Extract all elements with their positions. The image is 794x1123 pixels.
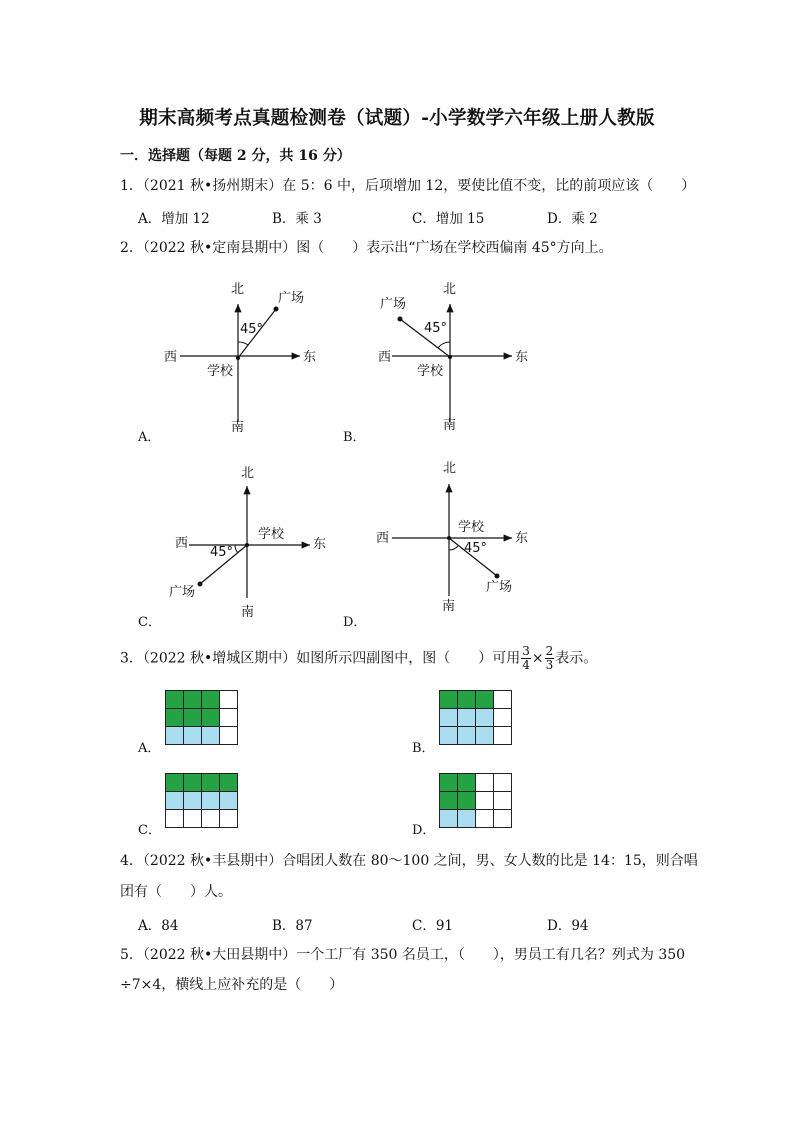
label-west: 西 (175, 536, 189, 551)
label-square: 广场 (486, 580, 513, 595)
label-north: 北 (443, 282, 457, 297)
q1-option-b: B．乘 3 (272, 211, 322, 227)
label-east: 东 (515, 350, 529, 365)
grid-cell (458, 774, 476, 792)
grid-cell (184, 810, 202, 828)
q3-option-d: D． (412, 823, 436, 838)
grid-cell (476, 792, 494, 810)
label-square: 广场 (169, 585, 196, 600)
label-square: 广场 (380, 297, 407, 312)
grid-cell (220, 727, 238, 745)
page-title: 期末高频考点真题检测卷（试题）-小学数学六年级上册人教版 (139, 108, 655, 129)
q1-option-d: D．乘 2 (547, 211, 598, 227)
grid-cell (440, 727, 458, 745)
label-east: 东 (303, 350, 317, 365)
q2-option-d: D． (343, 615, 367, 630)
compass-diagram-a (160, 276, 340, 436)
question-1: 1．（2021 秋•扬州期末）在 5：6 中，后项增加 12，要使比值不变，比的前项应该（ ） (120, 178, 696, 194)
school-point (447, 536, 451, 540)
grid-row (440, 792, 512, 810)
question-4-line-1: 4．（2022 秋•丰县期中）合唱团人数在 80～100 之间，男、女人数的比是 14：15，则合唱 (120, 853, 698, 869)
grid-cell (458, 709, 476, 727)
label-angle: 45° (210, 545, 234, 560)
q2-option-c: C． (138, 615, 161, 630)
grid-row (440, 727, 512, 745)
grid-cell (440, 792, 458, 810)
label-south: 南 (442, 599, 456, 614)
label-school: 学校 (207, 364, 234, 379)
grid-cell (476, 691, 494, 709)
grid-cell (184, 727, 202, 745)
grid-cell (166, 810, 184, 828)
q4-option-c: C．91 (412, 918, 454, 934)
label-north: 北 (231, 282, 245, 297)
grid-cell (166, 792, 184, 810)
q4-option-b: B．87 (272, 918, 313, 934)
q2-option-b: B． (343, 430, 366, 445)
grid-option-c (165, 773, 238, 828)
grid-cell (202, 691, 220, 709)
q3-text-after: 表示。 (555, 650, 598, 667)
grid-cell (476, 774, 494, 792)
square-point (495, 574, 500, 579)
q3-text-before: 3．（2022 秋•增城区期中）如图所示四副图中，图（ ）可用 (120, 650, 521, 667)
grid-row (166, 727, 238, 745)
square-point (398, 317, 403, 322)
grid-cell (476, 810, 494, 828)
question-2: 2．（2022 秋•定南县期中）图（ ）表示出“广场在学校西偏南 45°方向上。 (120, 240, 613, 256)
q1-option-c: C．增加 15 (412, 211, 485, 227)
label-east: 东 (313, 537, 327, 552)
q3-option-c: C． (138, 823, 161, 838)
grid-cell (440, 691, 458, 709)
grid-row (166, 709, 238, 727)
grid-cell (184, 792, 202, 810)
square-point (274, 307, 279, 312)
q3-option-a: A． (138, 741, 161, 756)
label-east: 东 (515, 531, 529, 546)
label-angle: 45° (464, 541, 488, 556)
label-school: 学校 (458, 520, 485, 535)
grid-cell (440, 810, 458, 828)
grid-cell (166, 691, 184, 709)
school-point (236, 356, 240, 360)
grid-option-d (439, 773, 512, 828)
q4-option-d: D．94 (547, 918, 589, 934)
grid-cell (458, 727, 476, 745)
q4-option-a: A．84 (138, 918, 179, 934)
grid-cell (202, 709, 220, 727)
grid-cell (202, 727, 220, 745)
grid-cell (184, 774, 202, 792)
grid-cell (166, 774, 184, 792)
grid-row (440, 691, 512, 709)
grid-cell (202, 810, 220, 828)
grid-row (166, 792, 238, 810)
grid-cell (220, 709, 238, 727)
grid-cell (458, 810, 476, 828)
grid-row (440, 810, 512, 828)
compass-diagram-c (165, 458, 345, 623)
question-5-line-2: ÷7×4，横线上应补充的是（ ） (120, 977, 344, 993)
label-south: 南 (241, 605, 255, 620)
label-west: 西 (378, 350, 392, 365)
label-north: 北 (241, 466, 255, 481)
square-point (198, 582, 203, 587)
grid-cell (220, 774, 238, 792)
grid-cell (494, 691, 512, 709)
school-point (448, 355, 452, 359)
section-heading: 一．选择题（每题 2 分，共 16 分） (120, 148, 351, 164)
compass-diagram-d (372, 458, 552, 618)
fraction-two-thirds: $\frac{2}{3}$ (545, 644, 554, 672)
grid-row (440, 709, 512, 727)
grid-cell (494, 810, 512, 828)
q2-option-a: A． (138, 430, 161, 445)
grid-cell (440, 709, 458, 727)
label-south: 南 (231, 420, 245, 435)
label-west: 西 (376, 531, 390, 546)
grid-cell (476, 709, 494, 727)
question-3 (120, 645, 597, 672)
q3-option-b: B． (412, 741, 435, 756)
grid-cell (494, 709, 512, 727)
grid-cell (202, 774, 220, 792)
grid-cell (476, 727, 494, 745)
grid-row (440, 774, 512, 792)
label-south: 南 (443, 418, 457, 433)
grid-cell (220, 691, 238, 709)
label-angle: 45° (240, 322, 264, 337)
label-north: 北 (443, 461, 457, 476)
grid-cell (166, 727, 184, 745)
grid-option-a (165, 690, 238, 745)
grid-row (166, 810, 238, 828)
grid-cell (440, 774, 458, 792)
grid-cell (494, 727, 512, 745)
grid-option-b (439, 690, 512, 745)
grid-cell (458, 792, 476, 810)
label-angle: 45° (424, 321, 448, 336)
grid-cell (494, 792, 512, 810)
q1-option-a: A．增加 12 (138, 211, 210, 227)
compass-diagram-b (372, 276, 552, 436)
question-5-line-1: 5．（2022 秋•大田县期中）一个工厂有 350 名员工，（ ），男员工有几名？列式为 350 (120, 947, 686, 963)
grid-cell (184, 709, 202, 727)
grid-cell (166, 709, 184, 727)
label-school: 学校 (417, 364, 444, 379)
times-sign: × (531, 650, 544, 667)
grid-cell (184, 691, 202, 709)
grid-cell (458, 691, 476, 709)
label-west: 西 (164, 350, 178, 365)
fraction-three-quarters: $\frac{3}{4}$ (522, 644, 530, 672)
grid-cell (220, 792, 238, 810)
question-4-line-2: 团有（ ）人。 (120, 884, 232, 900)
grid-row (166, 691, 238, 709)
grid-row (166, 774, 238, 792)
label-square: 广场 (278, 291, 305, 306)
label-school: 学校 (258, 527, 285, 542)
grid-cell (220, 810, 238, 828)
school-point (245, 543, 249, 547)
grid-cell (494, 774, 512, 792)
grid-cell (202, 792, 220, 810)
